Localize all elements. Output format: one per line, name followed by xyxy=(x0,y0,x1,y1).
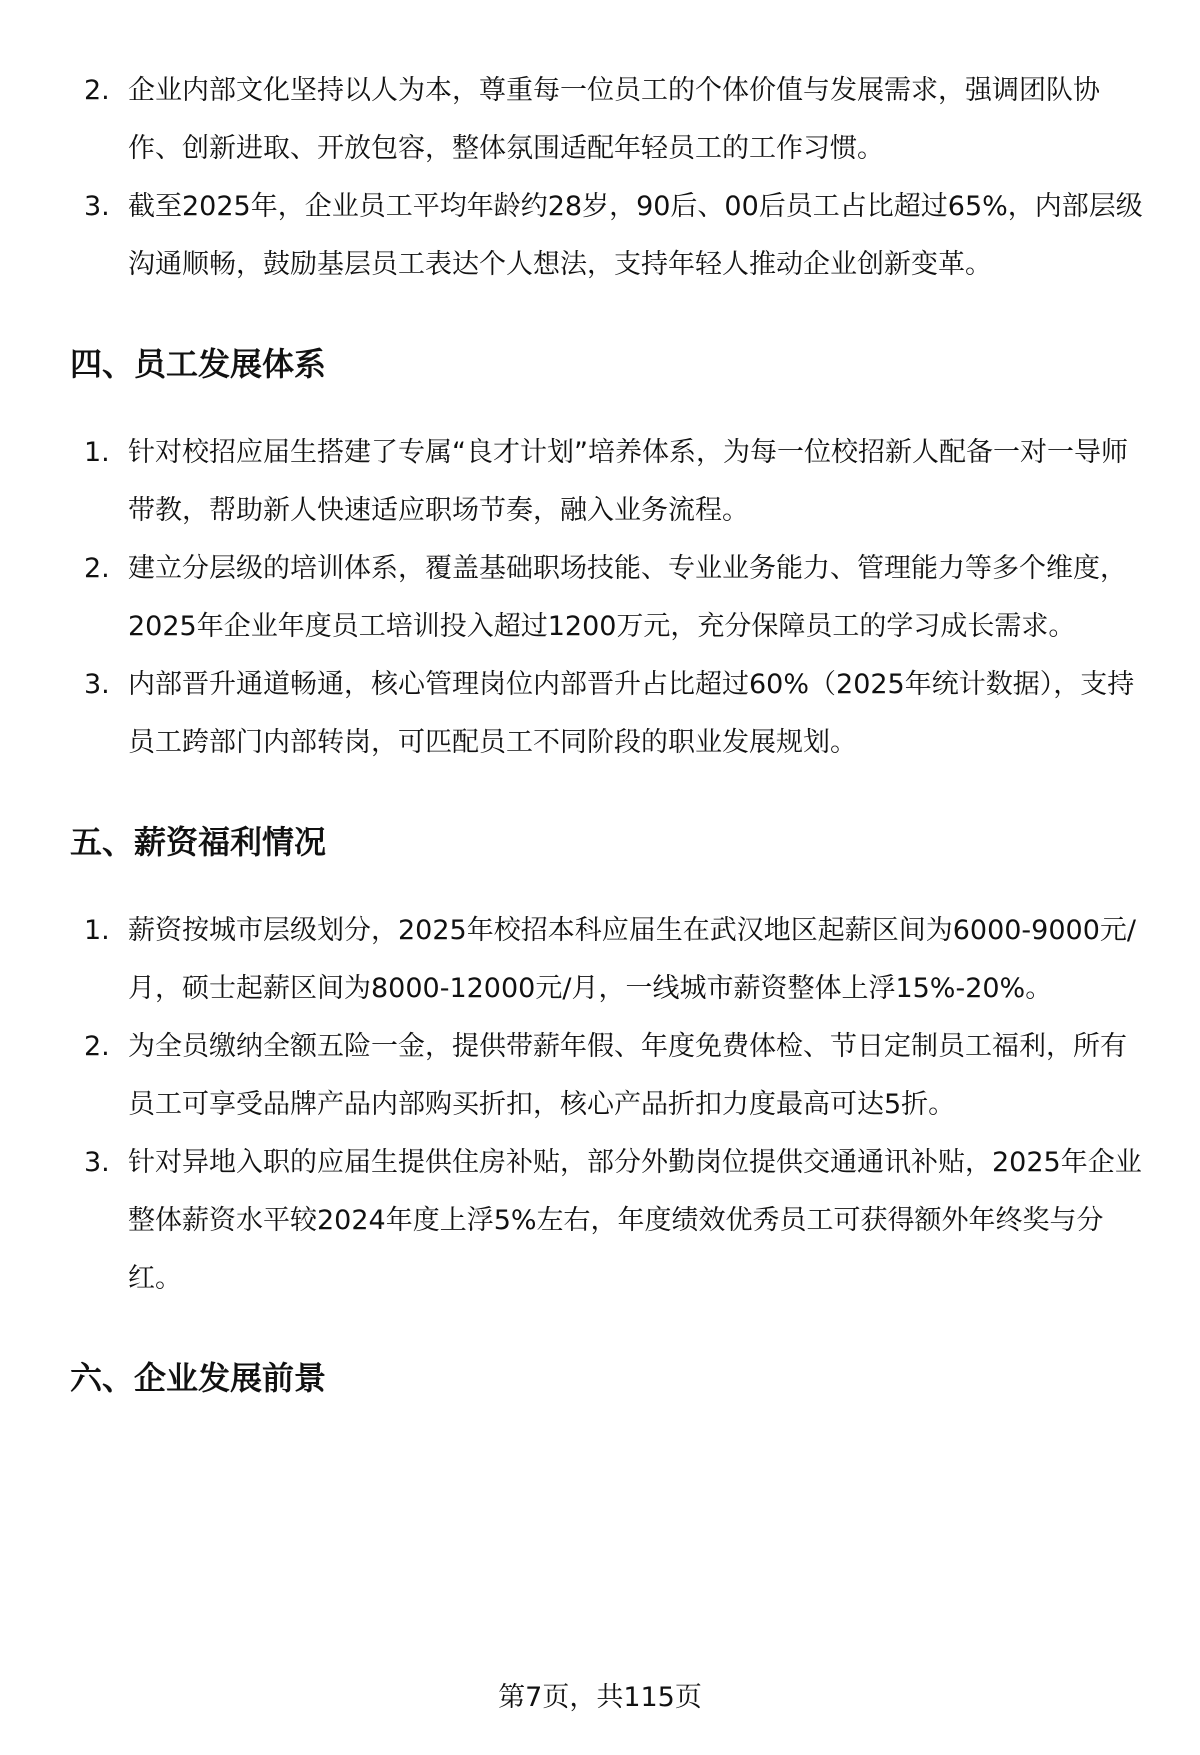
list-number: 2. xyxy=(84,1031,110,1062)
list-number: 1. xyxy=(84,437,110,468)
section-heading: 五、薪资福利情况 xyxy=(70,823,327,861)
list-number: 2. xyxy=(84,553,110,584)
section-heading: 六、企业发展前景 xyxy=(70,1359,327,1397)
section4-list xyxy=(70,424,1150,772)
list-item-text: 针对异地入职的应届生提供住房补贴，部分外勤岗位提供交通通讯补贴，2025年企业整体薪资水平较2024年度上浮5%左右，年度绩效优秀员工可获得额外年终奖与分红。 xyxy=(128,1147,1142,1294)
list-item xyxy=(70,1134,1150,1308)
list-item xyxy=(70,656,1150,772)
list-item xyxy=(70,540,1150,656)
page-content xyxy=(70,62,1150,1398)
list-number: 3. xyxy=(84,191,110,222)
list-item-text: 企业内部文化坚持以人为本，尊重每一位员工的个体价值与发展需求，强调团队协作、创新进取、开放包容，整体氛围适配年轻员工的工作习惯。 xyxy=(128,75,1100,164)
list-number: 1. xyxy=(84,915,110,946)
list-item xyxy=(70,1018,1150,1134)
list-item-text: 截至2025年，企业员工平均年龄约28岁，90后、00后员工占比超过65%，内部层级沟通顺畅，鼓励基层员工表达个人想法，支持年轻人推动企业创新变革。 xyxy=(128,191,1143,280)
list-item-text: 薪资按城市层级划分，2025年校招本科应届生在武汉地区起薪区间为6000-9000元/月，硕士起薪区间为8000-12000元/月，一线城市薪资整体上浮15%-20%。 xyxy=(128,915,1136,1004)
list-number: 3. xyxy=(84,669,110,700)
list-item xyxy=(70,902,1150,1018)
list-item xyxy=(70,62,1150,178)
list-item-text: 建立分层级的培训体系，覆盖基础职场技能、专业业务能力、管理能力等多个维度，2025年企业年度员工培训投入超过1200万元，充分保障员工的学习成长需求。 xyxy=(128,553,1127,642)
list-item-text: 为全员缴纳全额五险一金，提供带薪年假、年度免费体检、节日定制员工福利，所有员工可享受品牌产品内部购买折扣，核心产品折扣力度最高可达5折。 xyxy=(128,1031,1127,1120)
section-heading: 四、员工发展体系 xyxy=(70,345,327,383)
list-number: 3. xyxy=(84,1147,110,1178)
section5-list xyxy=(70,902,1150,1308)
list-item-text: 内部晋升通道畅通，核心管理岗位内部晋升占比超过60%（2025年统计数据），支持员工跨部门内部转岗，可匹配员工不同阶段的职业发展规划。 xyxy=(128,669,1135,758)
page-number: 第7页，共115页 xyxy=(498,1682,702,1713)
list-item xyxy=(70,178,1150,294)
section3-list xyxy=(70,62,1150,294)
list-number: 2. xyxy=(84,75,110,106)
list-item-text: 针对校招应届生搭建了专属“良才计划”培养体系，为每一位校招新人配备一对一导师带教，帮助新人快速适应职场节奏，融入业务流程。 xyxy=(128,437,1128,526)
list-item xyxy=(70,424,1150,540)
